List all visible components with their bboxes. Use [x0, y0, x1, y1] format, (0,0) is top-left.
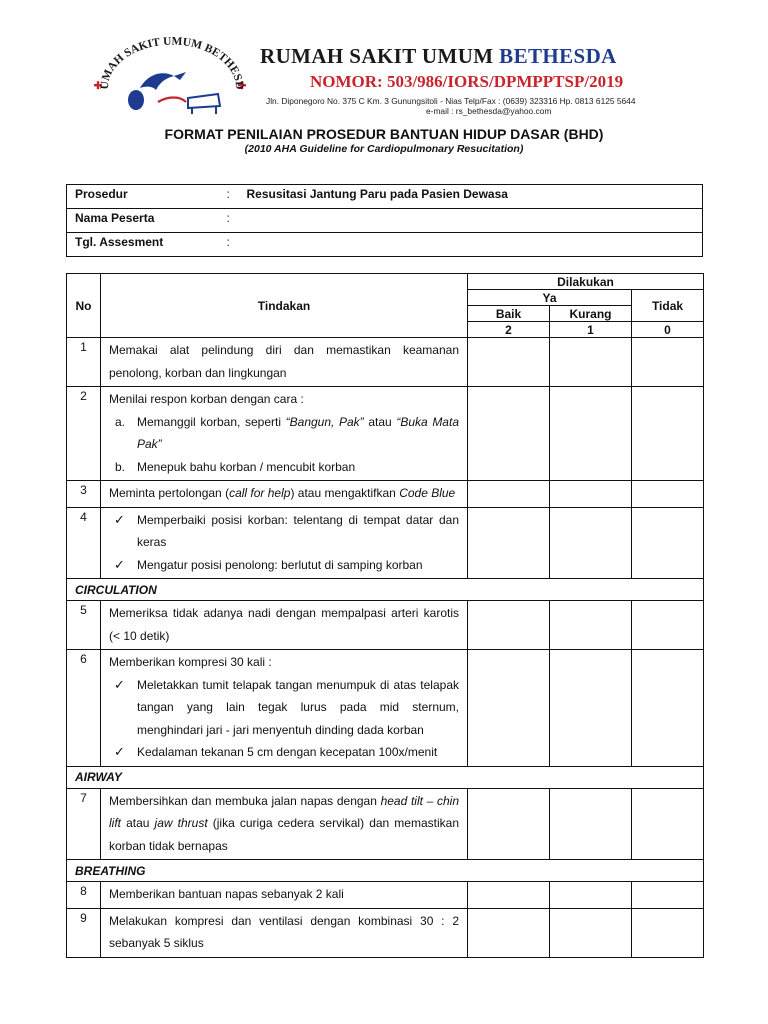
row-number: 5	[67, 601, 101, 650]
score-tidak: 0	[632, 322, 704, 338]
info-colon: :	[227, 209, 247, 233]
row-action: Memeriksa tidak adanya nadi dengan mempalpasi arteri karotis (< 10 detik)	[101, 601, 468, 650]
check-item-text: Kedalaman tekanan 5 cm dengan kecepatan 100x/menit	[137, 745, 438, 759]
row-number: 6	[67, 650, 101, 767]
sub-item-marker: a.	[115, 414, 126, 429]
row-action: Memberikan bantuan napas sebanyak 2 kali	[101, 882, 468, 909]
cell-kurang[interactable]	[550, 788, 632, 860]
check-item	[109, 509, 459, 554]
cell-kurang[interactable]	[550, 908, 632, 957]
hospital-address: Jln. Diponegoro No. 375 C Km. 3 Gunungsitoli - Nias Telp/Fax : (0639) 323316 Hp. 0813 6125 5644	[266, 96, 636, 106]
cell-baik[interactable]	[468, 601, 550, 650]
section-heading: AIRWAY	[67, 766, 704, 788]
sub-item-b	[109, 456, 459, 479]
info-colon: :	[227, 233, 247, 257]
info-value-nama-peserta[interactable]	[247, 209, 703, 233]
row-number: 9	[67, 908, 101, 957]
info-value-tgl-assesment[interactable]	[247, 233, 703, 257]
row-action-intro: Menilai respon korban dengan cara :	[109, 392, 304, 406]
cell-baik[interactable]	[468, 481, 550, 508]
info-row-nama-peserta	[67, 209, 703, 233]
row-number: 4	[67, 507, 101, 579]
row-number: 3	[67, 481, 101, 508]
cell-kurang[interactable]	[550, 650, 632, 767]
sub-item-marker: b.	[115, 459, 126, 474]
section-row-airway	[67, 766, 704, 788]
cell-tidak[interactable]	[632, 788, 704, 860]
hospital-email: e-mail : rs_bethesda@yahoo.com	[426, 106, 552, 116]
logo-arc-text: UMAH SAKIT UMUM BETHESD	[98, 36, 246, 91]
cell-kurang[interactable]	[550, 338, 632, 387]
checkmark-icon: ✓	[114, 744, 125, 759]
score-kurang: 1	[550, 322, 632, 338]
cell-baik[interactable]	[468, 882, 550, 909]
row-action: Membersihkan dan membuka jalan napas dengan head tilt – chin lift atau jaw thrust (jika curiga cedera servikal) dan memastikan korban tidak bernapas	[101, 788, 468, 860]
header-no: No	[67, 274, 101, 338]
cell-baik[interactable]	[468, 507, 550, 579]
header-ya: Ya	[468, 290, 632, 306]
check-item-text: Mengatur posisi penolong: berlutut di samping korban	[137, 557, 423, 572]
hospital-logo	[88, 36, 256, 118]
cell-kurang[interactable]	[550, 601, 632, 650]
cell-baik[interactable]	[468, 650, 550, 767]
table-row	[67, 650, 704, 767]
header-baik: Baik	[468, 306, 550, 322]
form-subtitle: (2010 AHA Guideline for Cardiopulmonary Resucitation)	[244, 143, 524, 155]
cell-tidak[interactable]	[632, 650, 704, 767]
cell-kurang[interactable]	[550, 882, 632, 909]
row-number: 1	[67, 338, 101, 387]
cell-tidak[interactable]	[632, 481, 704, 508]
info-row-prosedur	[67, 185, 703, 209]
table-row	[67, 882, 704, 909]
info-label: Tgl. Assesment	[67, 233, 227, 257]
table-row	[67, 507, 704, 579]
section-heading: CIRCULATION	[67, 579, 704, 601]
table-row	[67, 338, 704, 387]
row-action	[101, 507, 468, 579]
check-item	[109, 741, 459, 764]
check-item	[109, 554, 459, 577]
checkmark-icon: ✓	[114, 511, 125, 527]
row-action	[101, 650, 468, 767]
row-action: Melakukan kompresi dan ventilasi dengan kombinasi 30 : 2 sebanyak 5 siklus	[101, 908, 468, 957]
cell-tidak[interactable]	[632, 507, 704, 579]
section-row-breathing	[67, 860, 704, 882]
cell-baik[interactable]	[468, 908, 550, 957]
cell-baik[interactable]	[468, 338, 550, 387]
row-number: 8	[67, 882, 101, 909]
check-item-text: Meletakkan tumit telapak tangan menumpuk di atas telapak tangan yang lain tegak lurus pada mid sternum, menghindari jari - jari menyentuh dinding dada korban	[137, 677, 459, 737]
row-action-intro: Memberikan kompresi 30 kali :	[109, 655, 272, 669]
checkmark-icon: ✓	[114, 676, 125, 692]
sub-item-text: Memanggil korban, seperti “Bangun, Pak” atau “Buka Mata Pak”	[137, 414, 459, 451]
header-dilakukan: Dilakukan	[468, 274, 704, 290]
cell-tidak[interactable]	[632, 882, 704, 909]
row-number: 2	[67, 387, 101, 481]
info-label: Prosedur	[67, 185, 227, 209]
score-baik: 2	[468, 322, 550, 338]
table-row	[67, 481, 704, 508]
info-colon: :	[227, 185, 247, 209]
hospital-registration-number: NOMOR: 503/986/IORS/DPMPPTSP/2019	[310, 72, 624, 91]
info-row-tgl-assesment	[67, 233, 703, 257]
sub-item-a	[109, 411, 459, 456]
row-action: Meminta pertolongan (call for help) atau mengaktifkan Code Blue	[101, 481, 468, 508]
cell-kurang[interactable]	[550, 507, 632, 579]
cell-kurang[interactable]	[550, 481, 632, 508]
row-number: 7	[67, 788, 101, 860]
row-action	[101, 387, 468, 481]
participant-info-table	[66, 184, 703, 257]
header-tindakan: Tindakan	[101, 274, 468, 338]
svg-text:RUMAH SAKIT UMUM BETHESDA	[88, 36, 245, 90]
cell-tidak[interactable]	[632, 387, 704, 481]
cell-tidak[interactable]	[632, 338, 704, 387]
row-action: Memakai alat pelindung diri dan memastikan keamanan penolong, korban dan lingkungan	[101, 338, 468, 387]
info-value-prosedur: Resusitasi Jantung Paru pada Pasien Dewasa	[247, 185, 703, 209]
section-heading: BREATHING	[67, 860, 704, 882]
cell-baik[interactable]	[468, 788, 550, 860]
table-row	[67, 601, 704, 650]
info-label: Nama Peserta	[67, 209, 227, 233]
header-kurang: Kurang	[550, 306, 632, 322]
section-row-circulation	[67, 579, 704, 601]
check-item-text: Memperbaiki posisi korban: telentang di tempat datar dan keras	[137, 512, 459, 549]
cell-baik[interactable]	[468, 387, 550, 481]
sub-item-text: Menepuk bahu korban / mencubit korban	[137, 459, 356, 474]
cell-tidak[interactable]	[632, 601, 704, 650]
header-tidak: Tidak	[632, 290, 704, 322]
checkmark-icon: ✓	[114, 556, 125, 572]
table-row	[67, 788, 704, 860]
letterhead	[88, 36, 688, 124]
cell-kurang[interactable]	[550, 387, 632, 481]
hospital-name: RUMAH SAKIT UMUM BETHESDA	[260, 44, 617, 68]
form-title: FORMAT PENILAIAN PROSEDUR BANTUAN HIDUP DASAR (BHD)	[164, 126, 604, 142]
table-row	[67, 387, 704, 481]
assessment-table	[66, 273, 704, 958]
cell-tidak[interactable]	[632, 908, 704, 957]
table-row	[67, 908, 704, 957]
check-item	[109, 674, 459, 742]
